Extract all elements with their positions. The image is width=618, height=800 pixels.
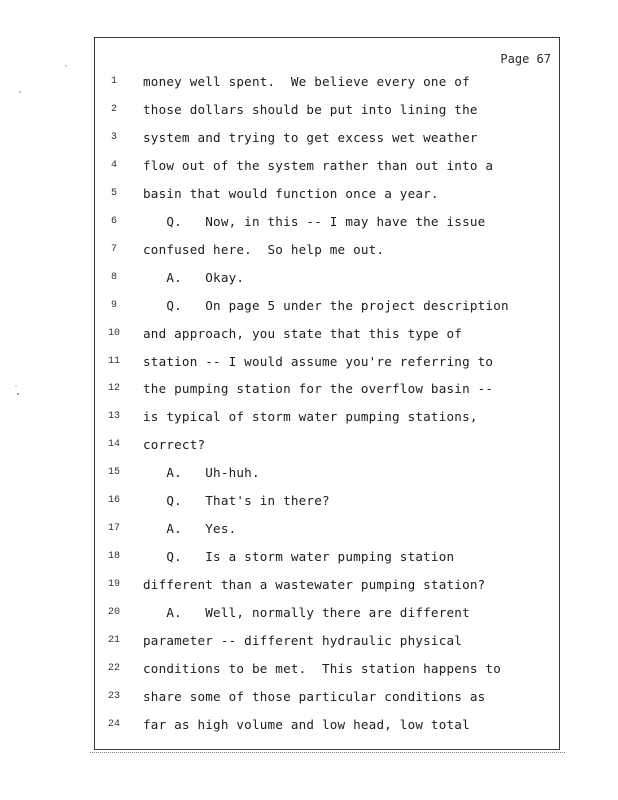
line-text: basin that would function once a year. (143, 185, 439, 201)
transcript-line (95, 186, 559, 214)
transcript-line (95, 298, 559, 326)
line-number: 13 (107, 411, 120, 423)
transcript-line (95, 74, 559, 102)
line-text: A. Uh-huh. (143, 465, 260, 481)
line-number: 24 (107, 718, 120, 730)
line-text: share some of those particular conditions as (143, 688, 486, 704)
transcript-line (95, 521, 559, 549)
line-number: 17 (107, 523, 120, 535)
line-text: A. Okay. (143, 269, 245, 285)
line-number: 12 (107, 383, 120, 395)
transcript-line (95, 214, 559, 242)
line-number: 22 (107, 662, 120, 674)
transcript-line (95, 605, 559, 633)
line-text: Q. Is a storm water pumping station (143, 549, 455, 565)
line-text: A. Yes. (143, 521, 237, 537)
line-number: 2 (110, 103, 117, 115)
transcript-line (95, 326, 559, 354)
line-number: 7 (110, 243, 117, 255)
line-text: those dollars should be put into lining the (143, 101, 478, 117)
line-number: 8 (110, 271, 117, 283)
line-number: 20 (107, 607, 120, 619)
transcript-line (95, 465, 559, 493)
line-text: money well spent. We believe every one of (143, 74, 470, 89)
line-text: station -- I would assume you're referring to (143, 353, 494, 369)
line-text: the pumping station for the overflow basin -- (143, 381, 494, 397)
line-number: 5 (110, 187, 117, 199)
line-number: 3 (110, 131, 117, 143)
line-number: 9 (110, 299, 117, 311)
transcript-line (95, 354, 559, 382)
transcript-line (95, 493, 559, 521)
line-text: system and trying to get excess wet weather (143, 129, 478, 145)
line-number: 6 (110, 215, 117, 227)
line-number: 18 (107, 551, 120, 563)
transcript-line (95, 102, 559, 130)
line-text: and approach, you state that this type of (143, 325, 463, 341)
transcript-line (95, 689, 559, 717)
transcript-line (95, 130, 559, 158)
line-text: parameter -- different hydraulic physical (143, 633, 463, 648)
line-text: far as high volume and low head, low total (143, 716, 470, 732)
line-number: 15 (107, 467, 120, 479)
line-number: 4 (110, 159, 117, 171)
page-number: Page 67 (500, 52, 551, 66)
line-number: 14 (107, 439, 120, 451)
transcript-line (95, 409, 559, 437)
line-text: Q. That's in there? (143, 493, 330, 509)
transcript-frame (94, 37, 560, 750)
line-text: A. Well, normally there are different (143, 605, 470, 621)
transcript-line (95, 577, 559, 605)
transcript-line (95, 381, 559, 409)
line-text: Q. On page 5 under the project description (143, 297, 509, 313)
line-text: is typical of storm water pumping stations, (143, 409, 478, 425)
transcript-line (95, 549, 559, 577)
line-text: correct? (143, 437, 206, 453)
line-text: different than a wastewater pumping station? (143, 577, 486, 593)
line-number: 1 (110, 76, 117, 87)
line-number: 10 (107, 327, 120, 339)
transcript-line (95, 270, 559, 298)
transcript-line (95, 633, 559, 661)
line-number: 21 (107, 635, 120, 646)
line-number: 11 (107, 355, 120, 367)
frame-bottom-edge (90, 752, 565, 755)
line-number: 16 (107, 495, 120, 507)
line-text: flow out of the system rather than out into a (143, 157, 494, 173)
transcript-line (95, 661, 559, 689)
line-text: conditions to be met. This station happens to (143, 660, 501, 676)
transcript-line (95, 717, 559, 745)
transcript-line (95, 242, 559, 270)
transcript-line (95, 158, 559, 186)
transcript-line (95, 437, 559, 465)
line-number: 23 (107, 690, 120, 702)
line-number: 19 (107, 579, 120, 591)
line-text: confused here. So help me out. (143, 241, 385, 257)
line-text: Q. Now, in this -- I may have the issue (143, 213, 486, 229)
